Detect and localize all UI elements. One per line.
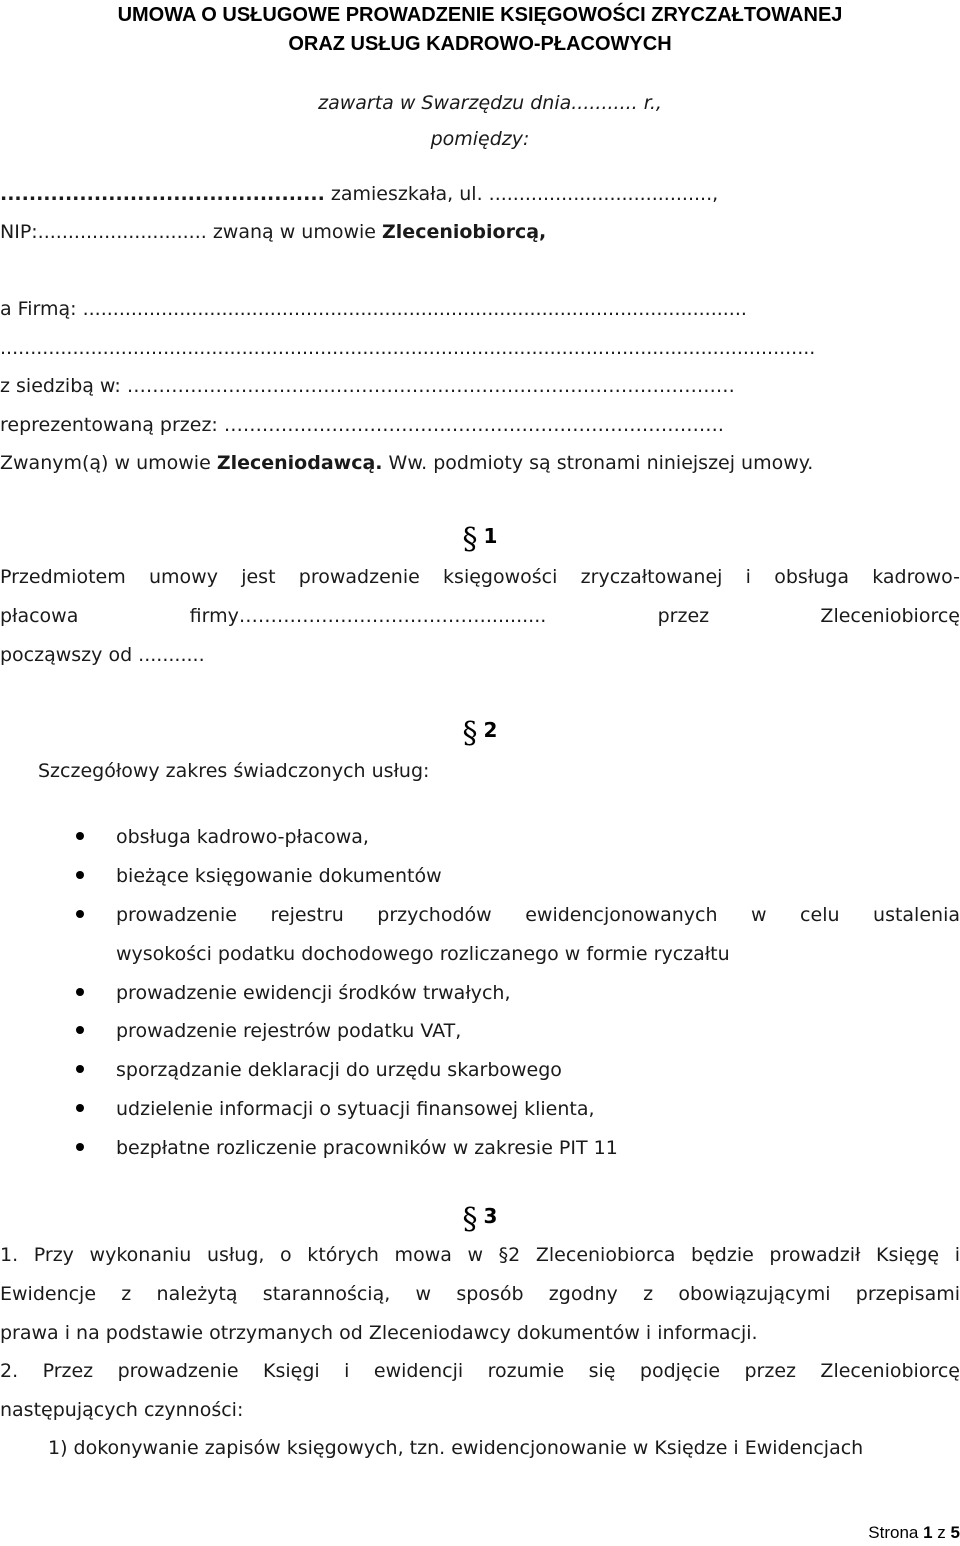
bullet-icon [76,988,84,996]
bullet-icon [76,1143,84,1151]
total-pages: 5 [950,1523,960,1542]
represented-line: reprezentowaną przez: ……………………………………………………………………. [0,414,724,436]
bullet-icon [76,910,84,918]
list-item-continuation: wysokości podatku dochodowego rozliczanego w formie ryczałtu [116,943,730,965]
section-3-p2-line2: następujących czynności: [0,1399,244,1421]
section-1-line3: począwszy od ........... [0,644,205,666]
section-1-line2: płacowa firmy………………………………….......... przez Zleceniobiorcę [0,605,960,627]
party1-address: zamieszkała, ul. ....................................., [324,183,719,205]
list-item: sporządzanie deklaracji do urzędu skarbowego [116,1059,562,1081]
section-3-p1-line1: 1. Przy wykonaniu usług, o których mowa w §2 Zleceniobiorca będzie prowadził Księgę i [0,1244,960,1266]
page-label: Strona [868,1523,924,1542]
party1-nip: NIP:............................ zwaną w umowie [0,221,383,243]
list-item: prowadzenie ewidencji środków trwałych, [116,982,511,1004]
party2-role-prefix: Zwanym(ą) w umowie [0,452,217,474]
list-item: prowadzenie rejestrów podatku VAT, [116,1020,462,1042]
firm-line: a Firmą: .............................................................................................................. [0,298,747,320]
section-number: 1 [483,524,498,548]
party2-role-suffix: Ww. podmioty są stronami niniejszej umowy. [382,452,814,474]
bullet-icon [76,832,84,840]
between-label: pomiędzy: [430,128,530,150]
bullet-icon [76,871,84,879]
section-number: 2 [483,718,498,742]
seat-line: z siedzibą w: …………………………………………………………………………………… [0,375,735,397]
of-label: z [932,1523,951,1542]
list-item: prowadzenie rejestru przychodów ewidencjonowanych w celu ustalenia [116,904,960,926]
section-1-heading [0,522,960,557]
page-number [868,1523,960,1543]
section-symbol: § [462,716,478,751]
list-item: udzielenie informacji o sytuacji finansowej klienta, [116,1098,595,1120]
services-intro: Szczegółowy zakres świadczonych usług: [38,760,430,782]
section-symbol: § [462,1202,478,1237]
document-title-line2: ORAZ USŁUG KADROWO-PŁACOWYCH [288,33,672,55]
party1-nip-line [0,221,546,243]
section-3-p1-line3: prawa i na podstawie otrzymanych od Zleceniodawcy dokumentów i informacji. [0,1322,758,1344]
section-number: 3 [483,1204,498,1228]
list-item: bieżące księgowanie dokumentów [116,865,442,887]
list-item: obsługa kadrowo-płacowa, [116,826,369,848]
party2-role: Zleceniodawcą. [216,452,383,474]
bullet-icon [76,1065,84,1073]
bullet-icon [76,1026,84,1034]
party1-role: Zleceniobiorcą, [382,221,547,243]
section-3-heading [0,1202,960,1237]
section-symbol: § [462,522,478,557]
place-date: zawarta w Swarzędzu dnia........... r., [318,92,662,114]
section-2-heading [0,716,960,751]
section-3-p2-item1: 1) dokonywanie zapisów księgowych, tzn. ewidencjonowanie w Księdze i Ewidencjach [48,1437,864,1459]
section-3-p2-line1: 2. Przez prowadzenie Księgi i ewidencji rozumie się podjęcie przez Zleceniobiorcę [0,1360,960,1382]
current-page: 1 [923,1523,933,1542]
party1-name-placeholder: ............................................. [0,183,325,205]
section-3-p1-line2: Ewidencje z należytą starannością, w sposób zgodny z obowiązującymi przepisami [0,1283,960,1305]
document-title-line1: UMOWA O USŁUGOWE PROWADZENIE KSIĘGOWOŚCI ZRYCZAŁTOWANEJ [117,4,843,26]
party1-line1 [0,183,718,205]
list-item: bezpłatne rozliczenie pracowników w zakresie PIT 11 [116,1137,618,1159]
party2-role-line [0,452,813,474]
firm-line-cont: ....................................................................................................................................... [0,337,816,359]
bullet-icon [76,1104,84,1112]
section-1-line1: Przedmiotem umowy jest prowadzenie księgowości zryczałtowanej i obsługa kadrowo- [0,566,960,588]
